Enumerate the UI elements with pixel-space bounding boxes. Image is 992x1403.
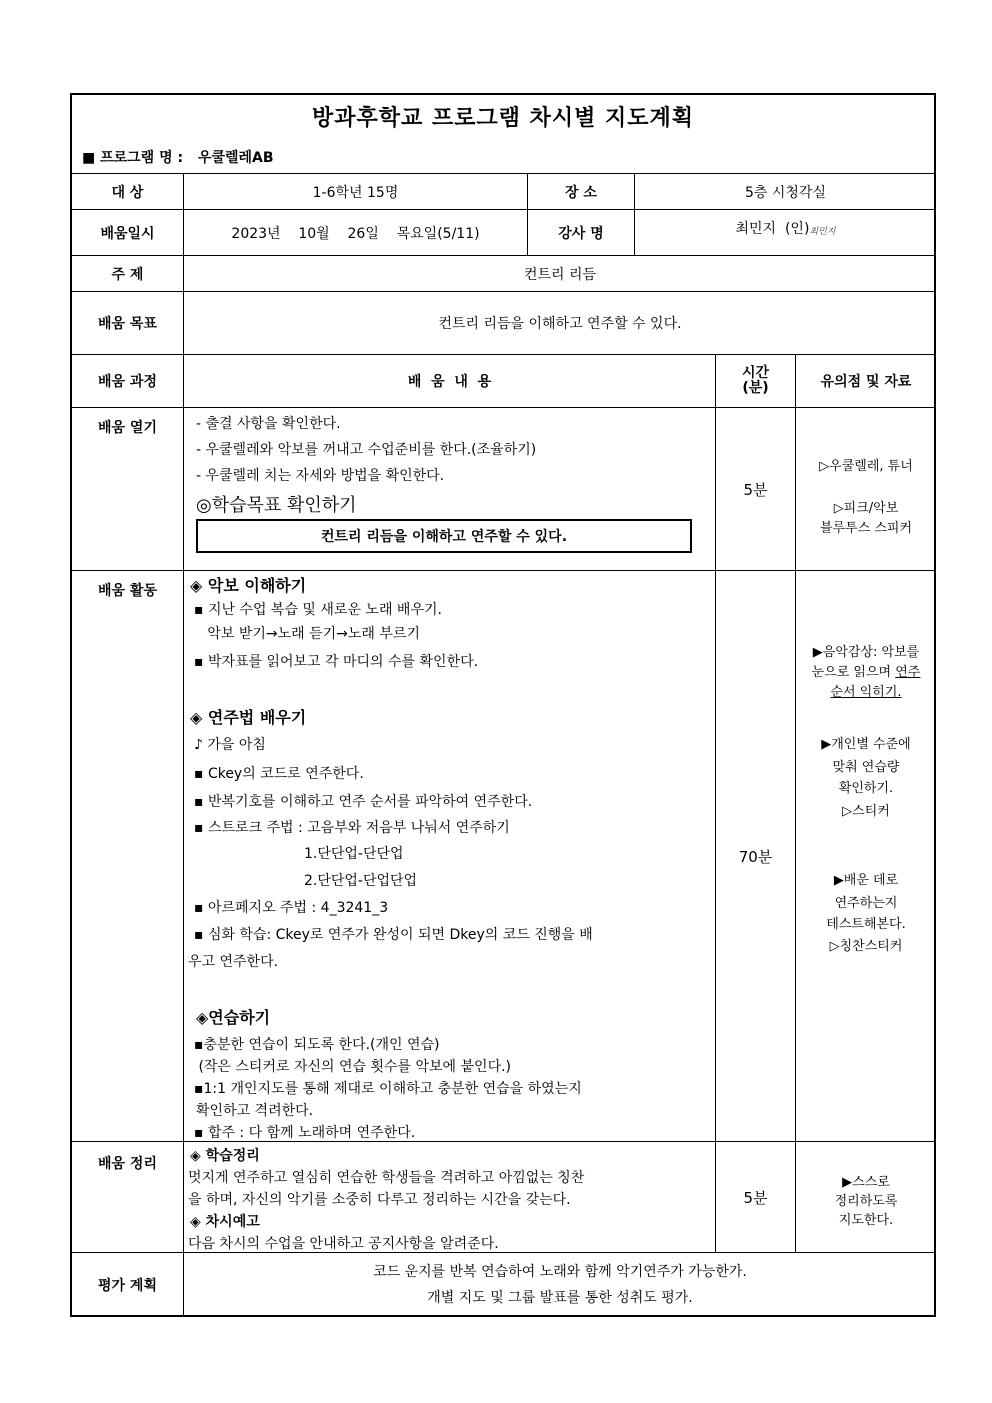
- activity-line: ▪ 심화 학습: Ckey로 연주가 완성이 되면 Dkey의 코드 진행을 배: [194, 927, 593, 943]
- activity-line: 확인하고 격려한다.: [196, 1103, 314, 1119]
- activity-note: 테스트해본다.: [826, 917, 906, 932]
- program-name: [82, 147, 274, 167]
- divider: [72, 570, 934, 571]
- activity-time: 70분: [738, 847, 773, 866]
- teacher-value: 최민지 (인): [735, 221, 810, 237]
- teacher-cell: [635, 210, 936, 255]
- activity-heading: ◈연습하기: [196, 1008, 271, 1027]
- activity-heading: ◈ 악보 이해하기: [190, 576, 307, 595]
- closing-line: 을 하며, 자신의 악기를 소중히 다루고 정리하는 시간을 갖는다.: [188, 1192, 571, 1208]
- activity-note: 순서 익히기.: [830, 685, 902, 700]
- opening-line: - 출결 사항을 확인한다.: [196, 416, 341, 432]
- closing-line: 멋지게 연주하고 열심히 연습한 학생들을 격려하고 아낌없는 칭찬: [188, 1170, 585, 1186]
- activity-note: ▷스티커: [842, 804, 890, 819]
- evaluation-line: 개별 지도 및 그룹 발표를 통한 성취도 평가.: [427, 1290, 693, 1306]
- evaluation-content: [184, 1259, 936, 1311]
- activity-line: ▪ Ckey의 코드로 연주한다.: [194, 766, 364, 782]
- activity-line: ▪ 박자표를 읽어보고 각 마디의 수를 확인한다.: [194, 654, 479, 670]
- activity-line: ▪ 아르페지오 주법 : 4_3241_3: [194, 900, 389, 916]
- program-label: ■ 프로그램 명 :: [82, 150, 184, 166]
- activity-heading: ◈ 연주법 배우기: [190, 708, 307, 727]
- activity-line: ▪충분한 연습이 되도록 한다.(개인 연습): [194, 1037, 440, 1053]
- teacher-label: 강사 명: [558, 225, 604, 242]
- opening-label: 배움 열기: [98, 420, 157, 436]
- header-time: 시간 (분): [741, 365, 770, 396]
- activity-line: ▪1:1 개인지도를 통해 제대로 이해하고 충분한 연습을 하였는지: [194, 1081, 582, 1097]
- header-process: 배움 과정: [98, 374, 157, 390]
- activity-note-underlined: 연주: [895, 665, 921, 680]
- activity-line: ♪ 가을 아침: [194, 737, 266, 753]
- target-value: 1-6학년 15명: [312, 184, 399, 201]
- closing-note: 정리하도록: [834, 1194, 898, 1209]
- closing-note: ▶스스로: [842, 1175, 890, 1190]
- divider: [72, 407, 934, 408]
- date-label: 배움일시: [100, 225, 155, 242]
- evaluation-line: 코드 운지를 반복 연습하여 노래와 함께 악기연주가 가능한가.: [373, 1264, 747, 1280]
- activity-line: 1.단단업-단단업: [304, 846, 404, 862]
- date-value: 2023년 10월 26일 목요일(5/11): [231, 225, 480, 242]
- activity-line: 우고 연주한다.: [188, 954, 279, 970]
- closing-heading: ◈ 차시예고: [190, 1214, 260, 1230]
- goal-value: 컨트리 리듬을 이해하고 연주할 수 있다.: [438, 316, 682, 332]
- header-content: 배 움 내 용: [407, 374, 492, 390]
- activity-note: ▷칭찬스티커: [829, 939, 903, 954]
- activity-line: 2.단단업-단업단업: [304, 873, 418, 889]
- activity-line: ▪ 스트로크 주법 : 고음부와 저음부 나눠서 연주하기: [194, 820, 510, 836]
- activity-note: 확인하기.: [838, 781, 894, 796]
- evaluation-label: 평가 계획: [98, 1278, 157, 1294]
- program-value: 우쿨렐레AB: [197, 150, 274, 166]
- closing-label: 배움 정리: [98, 1156, 157, 1172]
- closing-note: 지도한다.: [838, 1213, 894, 1228]
- opening-goal-box: 컨트리 리듬을 이해하고 연주할 수 있다.: [196, 519, 692, 553]
- page-title: 방과후학교 프로그램 차시별 지도계획: [311, 106, 694, 131]
- activity-note: ▶개인별 수준에: [821, 737, 911, 752]
- opening-note: 블루투스 스피커: [819, 521, 913, 536]
- activity-label: 배움 활동: [98, 583, 157, 599]
- opening-time: 5분: [743, 480, 768, 499]
- closing-line: 다음 차시의 수업을 안내하고 공지사항을 알려준다.: [188, 1236, 499, 1252]
- activity-note: ▶음악감상: 악보를: [812, 645, 920, 660]
- header-notes: 유의점 및 자료: [820, 374, 912, 390]
- opening-line: - 우쿨렐레와 악보를 꺼내고 수업준비를 한다.(조율하기): [196, 442, 537, 458]
- closing-time: 5분: [743, 1188, 768, 1207]
- activity-note: ▶배운 데로: [833, 873, 899, 888]
- activity-line: ▪ 합주 : 다 함께 노래하며 연주한다.: [194, 1125, 416, 1141]
- activity-line: 악보 받기→노래 듣기→노래 부르기: [194, 626, 420, 642]
- topic-label: 주 제: [111, 266, 144, 283]
- opening-note: ▷우쿨렐레, 튜너: [819, 459, 913, 474]
- activity-note: 연주하는지: [834, 896, 898, 911]
- teacher-signature: 최민지: [809, 227, 836, 237]
- activity-line: ▪ 지난 수업 복습 및 새로운 노래 배우기.: [194, 602, 442, 618]
- place-value: 5층 시청각실: [745, 184, 826, 201]
- lesson-plan-table: [70, 93, 936, 1317]
- goal-label: 배움 목표: [98, 316, 157, 332]
- place-label: 장 소: [565, 184, 597, 201]
- activity-line: ▪ 반복기호를 이해하고 연주 순서를 파악하여 연주한다.: [194, 794, 533, 810]
- opening-goal-heading: ◎학습목표 확인하기: [196, 495, 357, 516]
- activity-line: (작은 스티커로 자신의 연습 횟수를 악보에 붙인다.): [194, 1059, 512, 1075]
- target-label: 대 상: [111, 184, 144, 201]
- activity-note: 맞춰 연습량: [832, 760, 900, 775]
- opening-line: - 우쿨렐레 치는 자세와 방법을 확인한다.: [196, 468, 445, 484]
- opening-note: ▷피크/악보: [833, 501, 899, 516]
- activity-note: [796, 663, 936, 683]
- closing-heading: ◈ 학습정리: [190, 1148, 260, 1164]
- activity-note-part: 눈으로 읽으며: [811, 665, 896, 680]
- topic-value: 컨트리 리듬: [523, 266, 597, 283]
